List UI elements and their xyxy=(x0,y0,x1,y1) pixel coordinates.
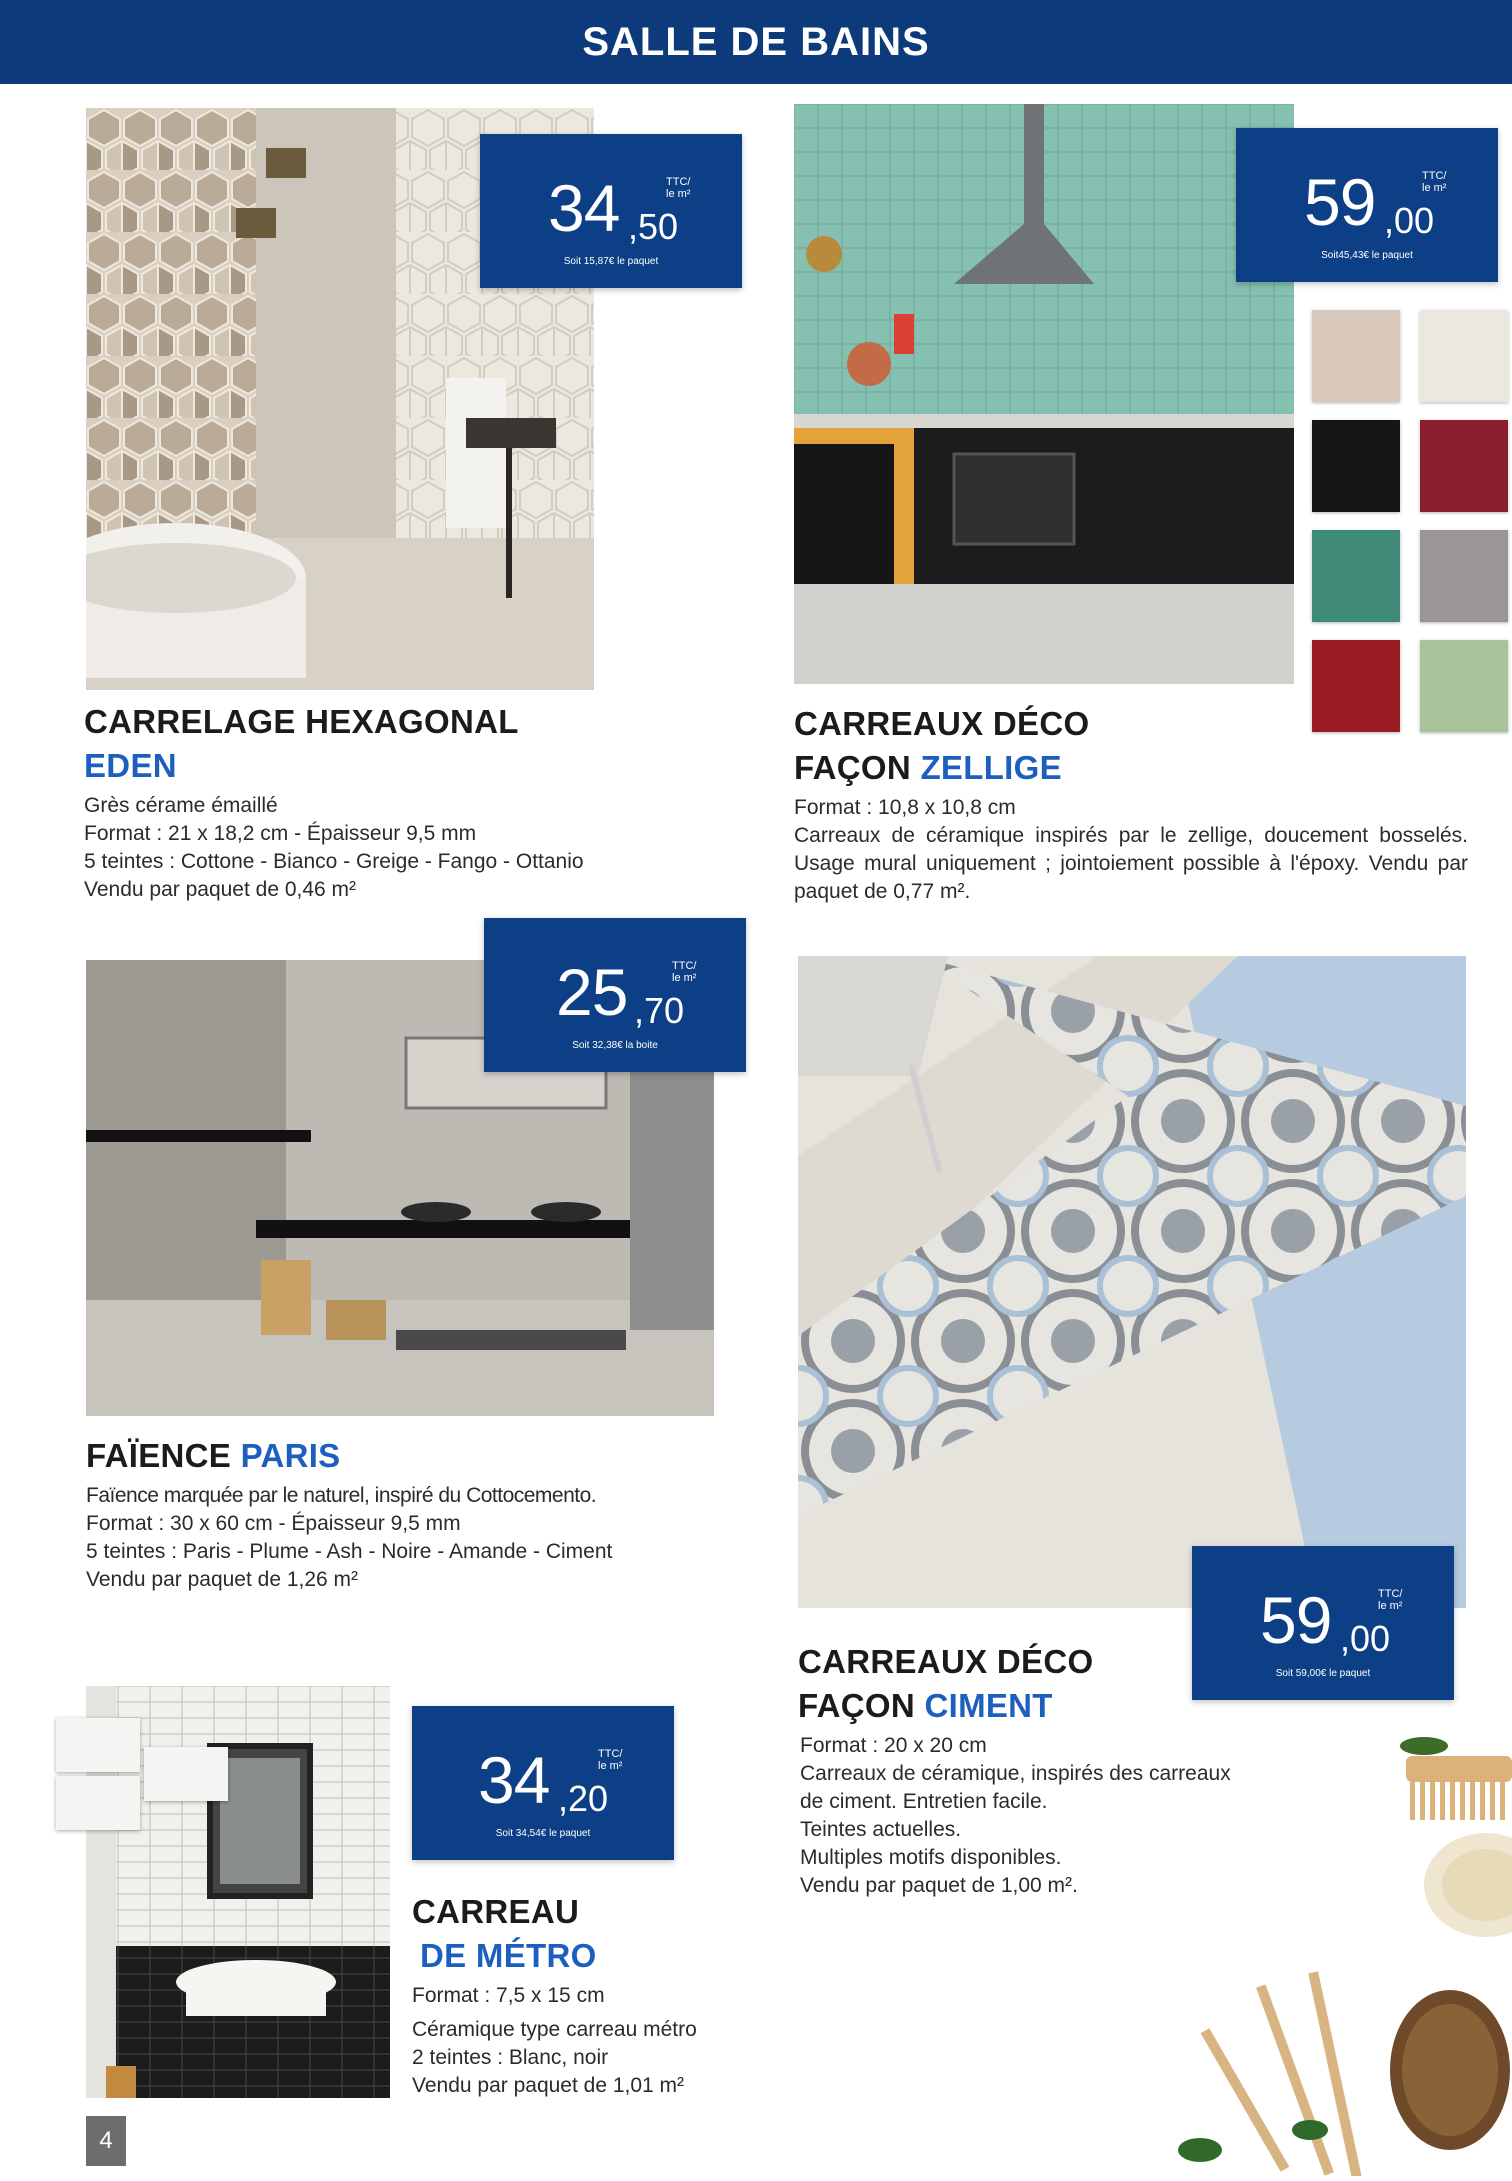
swatch-bordeaux xyxy=(1420,420,1508,512)
price-tag-eden xyxy=(480,134,742,288)
price-decimal: ,00 xyxy=(1384,200,1435,241)
price-decimal: ,70 xyxy=(634,990,685,1031)
product-title-paris: FAÏENCE PARIS xyxy=(86,1437,341,1474)
price-integer: 34 xyxy=(548,171,620,245)
price-decimal: ,50 xyxy=(628,206,679,247)
section-title: SALLE DE BAINS xyxy=(582,19,930,64)
photo-ciment-floor xyxy=(798,956,1466,1608)
price-integer: 34 xyxy=(478,1743,550,1817)
product-description-paris: Faïence marquée par le naturel, inspiré du Cottocemento. Format : 30 x 60 cm - Épaisseur 9,5 mm 5 teintes : Paris - Plume - Ash - Noire - Amande - Ciment Vendu par paquet de 1,26 m² xyxy=(86,1484,613,1591)
wooden-comb-decoration xyxy=(1386,1736,1512,1826)
product-description-metro: Format : 7,5 x 15 cm Céramique type carreau métro 2 teintes : Blanc, noir Vendu par paquet de 1,01 m² xyxy=(412,1984,697,2097)
price-tag-ciment xyxy=(1192,1546,1454,1700)
product-title-eden: CARRELAGE HEXAGONAL EDEN xyxy=(84,703,519,784)
price-note: Soit45,43€ le paquet xyxy=(1321,250,1413,261)
decorative-white-tiles xyxy=(56,1718,140,1772)
price-decimal: ,20 xyxy=(558,1778,609,1819)
product-description-eden: Grès cérame émaillé Format : 21 x 18,2 cm - Épaisseur 9,5 mm 5 teintes : Cottone - Bianco - Greige - Fango - Ottanio Vendu par paquet de 0,46 m² xyxy=(84,794,584,901)
product-title-ciment: CARREAUX DÉCO FAÇON CIMENT xyxy=(798,1643,1094,1724)
price-unit: TTC/ le m² xyxy=(666,176,691,200)
decorative-white-tiles xyxy=(144,1747,228,1801)
product-description-zellige: Format : 10,8 x 10,8 cm Carreaux de céramique inspirés par le zellige, doucement bosselés. Usage mural uniquement ; jointoiement possible à l'époxy. Vendu par paquet de 0,77 m². xyxy=(794,796,1468,903)
bamboo-toothbrushes-decoration xyxy=(1090,1960,1512,2176)
product-title-zellige: CARREAUX DÉCO FAÇON ZELLIGE xyxy=(794,705,1090,786)
sponge-decoration xyxy=(1416,1830,1512,1940)
decorative-white-tiles xyxy=(56,1776,140,1830)
page-number: 4 xyxy=(86,2116,126,2166)
product-description-ciment: Format : 20 x 20 cm Carreaux de céramique, inspirés des carreaux de ciment. Entretien facile. Teintes actuelles. Multiples motifs disponibles. Vendu par paquet de 1,00 m². xyxy=(800,1734,1231,1897)
price-integer: 59 xyxy=(1260,1583,1332,1657)
price-integer: 25 xyxy=(556,955,628,1029)
price-note: Soit 59,00€ le paquet xyxy=(1275,1668,1371,1679)
swatch-blanc-casse xyxy=(1312,310,1400,402)
price-integer: 59 xyxy=(1304,165,1376,239)
price-note: Soit 32,38€ la boite xyxy=(572,1040,658,1051)
swatch-noir xyxy=(1312,420,1400,512)
price-unit: TTC/ le m² xyxy=(1378,1588,1403,1612)
swatch-gris xyxy=(1420,530,1508,622)
product-title-metro: CARREAU DE MÉTRO xyxy=(412,1893,597,1974)
swatch-rouge xyxy=(1312,640,1400,732)
price-tag-zellige xyxy=(1236,128,1498,282)
price-unit: TTC/ le m² xyxy=(598,1748,623,1772)
photo-zellige-kitchen xyxy=(794,104,1294,684)
swatch-vert-clair xyxy=(1420,640,1508,732)
price-unit: TTC/ le m² xyxy=(1422,170,1447,194)
price-tag-paris xyxy=(484,918,746,1072)
swatch-blanc xyxy=(1420,310,1508,402)
section-header xyxy=(0,0,1512,84)
price-note: Soit 34,54€ le paquet xyxy=(495,1828,591,1839)
swatch-vert xyxy=(1312,530,1400,622)
price-tag-metro xyxy=(412,1706,674,1860)
price-decimal: ,00 xyxy=(1340,1618,1391,1659)
price-note: Soit 15,87€ le paquet xyxy=(563,256,659,267)
price-unit: TTC/ le m² xyxy=(672,960,697,984)
